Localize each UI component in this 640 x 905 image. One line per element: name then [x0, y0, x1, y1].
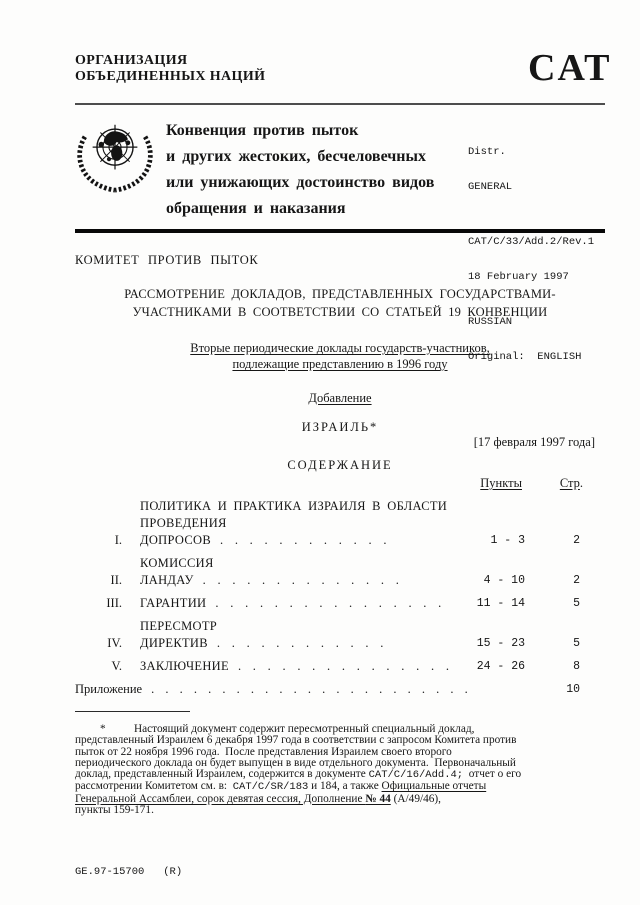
toc-row-numeral: III.	[106, 596, 122, 610]
un-emblem-icon	[72, 114, 158, 194]
toc-row-paragraph-range: 4 - 10	[483, 574, 525, 587]
country-name: ИЗРАИЛЬ*	[301, 420, 379, 434]
toc-row	[75, 555, 605, 589]
doc-date: 18 February 1997	[468, 270, 569, 283]
doc-language: RUSSIAN	[468, 316, 513, 328]
distr-value: GENERAL	[468, 180, 513, 193]
convention-title-line3: или унижающих достоинство видов	[166, 174, 435, 191]
annex-label: Приложение	[75, 682, 143, 696]
report-subtitle-line2: подлежащие представлению в 1996 году	[232, 357, 448, 371]
toc-row-title: КОМИССИЯ ЛАНДАУ	[140, 556, 214, 587]
doc-reference: CAT/C/16/Add.4;	[368, 769, 464, 782]
header-divider	[75, 103, 605, 105]
doc-symbol: CAT/C/33/Add.2/Rev.1	[468, 236, 595, 248]
footnote-text-line6: рассмотрении Комитетом см. в: CAT/C/SR/183 и 184, а также Официальные отчеты	[75, 780, 487, 794]
toc-annex-row	[75, 681, 605, 698]
toc-header: Пункты Стр.	[480, 476, 583, 490]
report-subtitle	[75, 340, 605, 372]
submission-date: [17 февраля 1997 года]	[473, 435, 595, 449]
toc-row-page: 2	[573, 534, 580, 547]
dot-leader: . . . . . . . . . . . . . . . . . . . . . . .	[151, 682, 468, 696]
document-body	[75, 246, 605, 881]
doc-original-language: Original: ENGLISH	[468, 350, 582, 363]
org-name-line2: ОБЪЕДИНЕННЫХ НАЦИЙ	[75, 69, 266, 84]
dot-leader: . . . . . . . . . . . .	[219, 533, 387, 547]
masthead-divider	[75, 229, 605, 233]
doc-reference: CAT/C/SR/183	[232, 781, 309, 794]
footnote	[75, 724, 605, 816]
cited-title: Официальные отчеты	[381, 780, 487, 793]
doc-registry-number: GE.97-15700 (R)	[75, 866, 183, 879]
footnote-text-line7: Генеральной Ассамблеи, сорок девятая сессия, Дополнение № 44 (A/49/46),	[75, 792, 441, 805]
committee-heading: КОМИТЕТ ПРОТИВ ПЫТОК	[75, 253, 259, 267]
footnote-text-line5: доклад, представленный Израилем, содержится в документе CAT/C/16/Add.4; отчет о его	[75, 768, 522, 782]
toc-row-title: ПОЛИТИКА И ПРАКТИКА ИЗРАИЛЯ В ОБЛАСТИ	[140, 499, 448, 513]
toc-col-paragraphs: Пункты	[480, 476, 522, 490]
distr-label: Distr.	[468, 146, 506, 158]
contents-title: СОДЕРЖАНИЕ	[287, 458, 393, 472]
footnote-text-line2: представленный Израилем 6 декабря 1997 года в соответствии с запросом Комитета против	[75, 734, 517, 747]
org-name-line1: ОРГАНИЗАЦИЯ	[75, 53, 188, 68]
toc-row-page: 8	[573, 660, 580, 673]
dot-leader: . . . . . . . . . . . . . .	[202, 573, 400, 587]
toc-annex-page: 10	[566, 683, 580, 696]
report-heading-line1: РАССМОТРЕНИЕ ДОКЛАДОВ, ПРЕДСТАВЛЕННЫХ ГОСУДАРСТВАМИ-	[124, 287, 556, 301]
toc-row-page: 2	[573, 574, 580, 587]
dot-leader: . . . . . . . . . . . . . . .	[237, 659, 450, 673]
footnote-text-line8: пункты 159-171.	[75, 804, 154, 817]
footnote-asterisk: *	[100, 723, 106, 735]
toc-row-paragraph-range: 1 - 3	[490, 534, 525, 547]
toc-row-paragraph-range: 15 - 23	[476, 637, 525, 650]
toc-row-title2: ПРОВЕДЕНИЯ ДОПРОСОВ	[140, 516, 227, 547]
toc-row-numeral: IV.	[107, 636, 122, 650]
org-name	[75, 53, 265, 85]
numero-symbol: № 44	[365, 792, 391, 805]
footnote-text-line1: Настоящий документ содержит пересмотренный специальный доклад,	[134, 723, 475, 735]
toc-row-title: ПЕРЕСМОТР ДИРЕКТИВ	[140, 619, 218, 650]
toc-row-page: 5	[573, 637, 580, 650]
toc-row-paragraph-range: 11 - 14	[476, 597, 525, 610]
report-subtitle-line1: Вторые периодические доклады государств-участников,	[190, 341, 490, 355]
toc-row	[75, 618, 605, 652]
doc-series-symbol: CAT	[528, 47, 612, 89]
toc-row-page: 5	[573, 597, 580, 610]
toc-row-numeral: V.	[111, 659, 122, 673]
dot-leader: . . . . . . . . . . . . . . . .	[215, 596, 442, 610]
report-heading-line2: УЧАСТНИКАМИ В СООТВЕТСТВИИ СО СТАТЬЕЙ 19 КОНВЕНЦИИ	[132, 305, 548, 319]
convention-title-line4: обращения и наказания	[166, 200, 346, 217]
convention-title-line2: и других жестоких, бесчеловечных	[166, 148, 427, 165]
toc-row	[75, 498, 605, 549]
toc-row	[75, 658, 605, 675]
toc-row	[75, 595, 605, 612]
toc-row-paragraph-range: 24 - 26	[476, 660, 525, 673]
dot-leader: . . . . . . . . . . . .	[216, 636, 384, 650]
toc-col-page: Стр	[559, 476, 580, 490]
toc-row-title: ГАРАНТИИ	[140, 596, 207, 610]
footnote-text-line3: пыток от 22 ноября 1996 года. После представления Израилем своего второго	[75, 745, 452, 758]
report-heading	[75, 285, 605, 321]
toc-row-numeral: I.	[114, 533, 122, 547]
toc-row-title: ЗАКЛЮЧЕНИЕ	[140, 659, 229, 673]
addendum-label: Добавление	[308, 391, 372, 405]
footnote-separator	[75, 711, 190, 712]
convention-title	[166, 118, 466, 222]
toc-row-numeral: II.	[110, 573, 122, 587]
convention-title-line1: Конвенция против пыток	[166, 122, 359, 139]
footnote-text-line4: периодического доклада он будет выпущен в виде отдельного документа. Первоначальный	[75, 756, 516, 769]
